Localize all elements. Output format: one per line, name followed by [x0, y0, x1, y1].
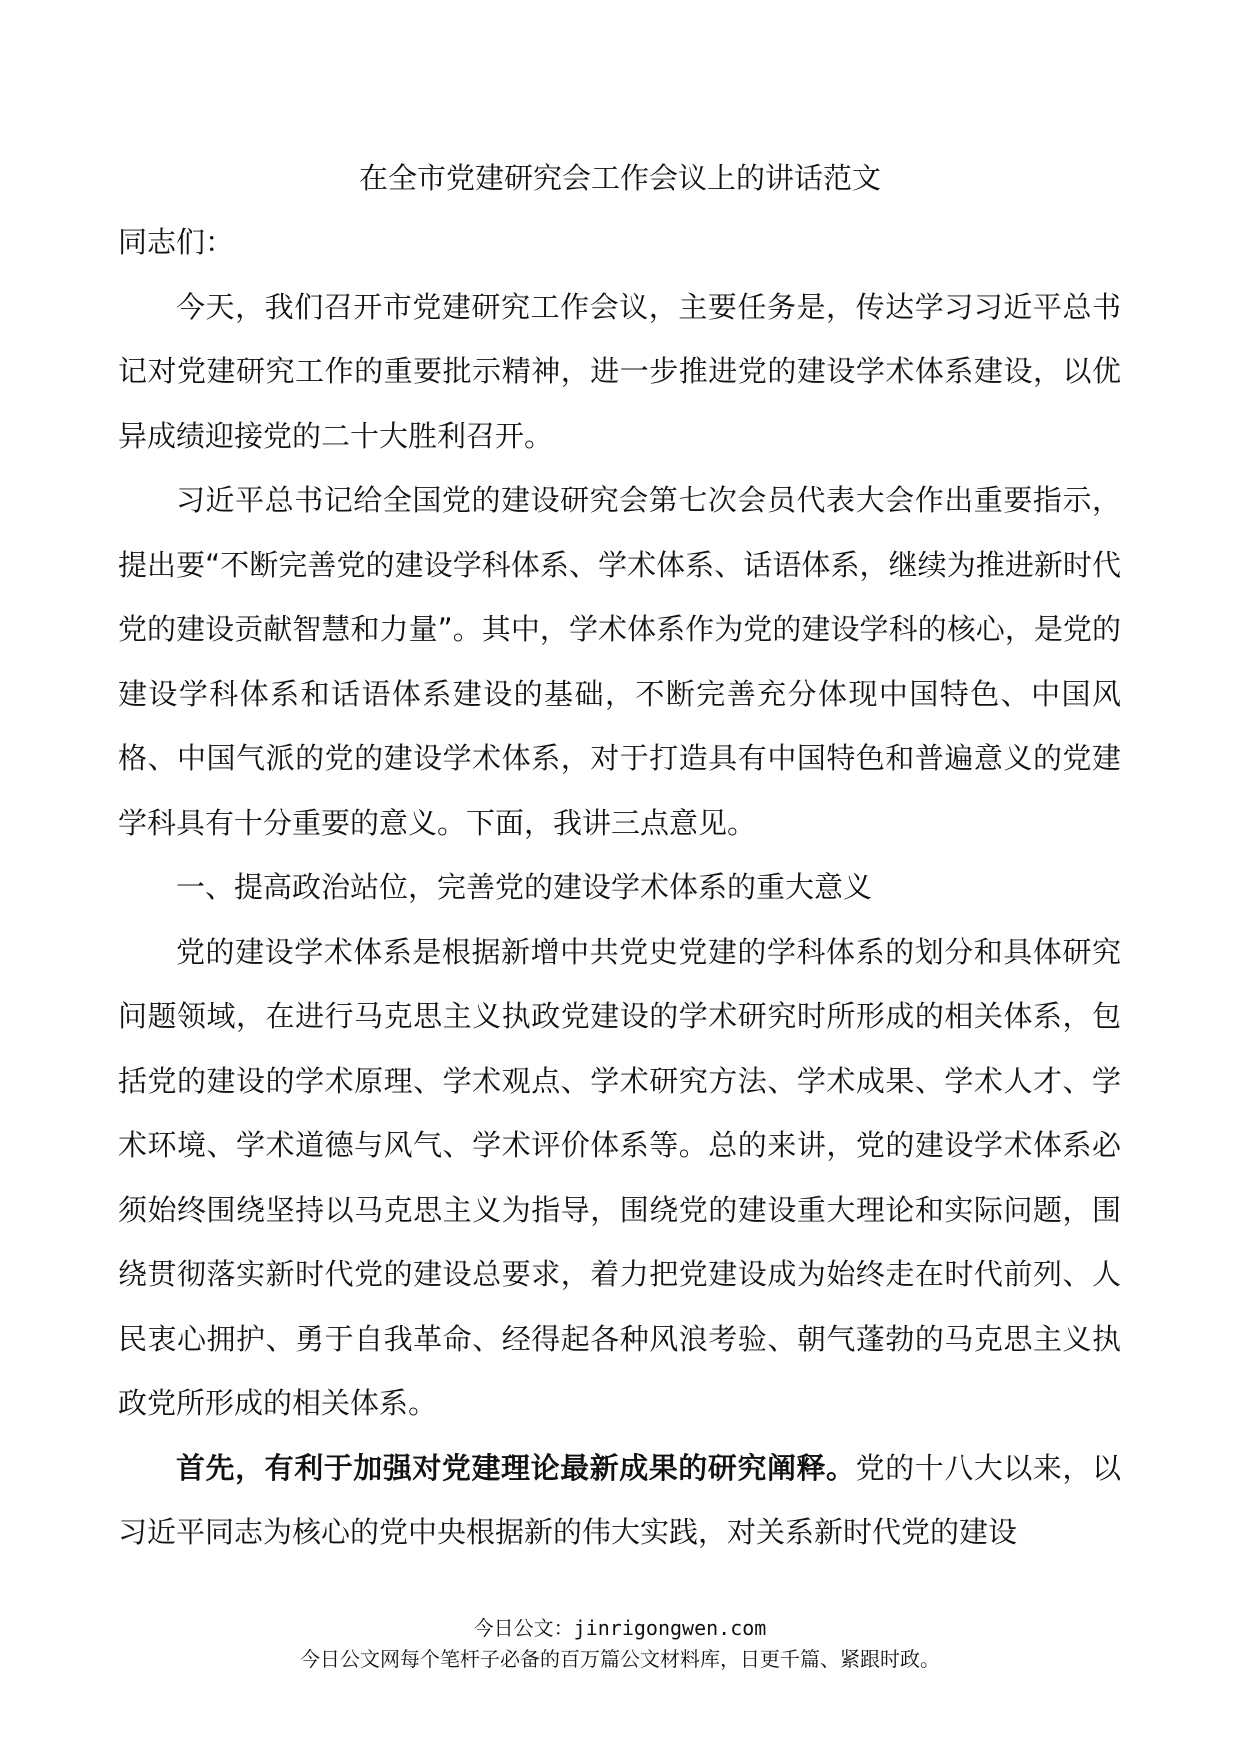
paragraph-instruction: 习近平总书记给全国党的建设研究会第七次会员代表大会作出重要指示，提出要“不断完善党的建设学科体系、学术体系、话语体系，继续为推进新时代党的建设贡献智慧和力量”。其中，学术体系作为党的建设学科的核心，是党的建设学科体系和话语体系建设的基础，不断完善充分体现中国特色、中国风格、中国气派的党的建设学术体系，对于打造具有中国特色和普遍意义的党建学科具有十分重要的意义。下面，我讲三点意见。: [118, 483, 1121, 840]
first-point-lead: 首先，有利于加强对党建理论最新成果的研究阐释。: [176, 1450, 856, 1485]
section-heading-one: 一、提高政治站位，完善党的建设学术体系的重大意义: [176, 870, 873, 904]
document-body: [118, 210, 1121, 1565]
footer-url-link[interactable]: jinrigongwen.com: [573, 1616, 767, 1640]
document-title: 在全市党建研究会工作会议上的讲话范文: [358, 161, 881, 195]
footer-site-line: [0, 1614, 1240, 1642]
footer-slogan: 今日公文网每个笔杆子必备的百万篇公文材料库，日更千篇、紧跟时政。: [300, 1647, 940, 1671]
paragraph-opening: 今天，我们召开市党建研究工作会议，主要任务是，传达学习习近平总书记对党建研究工作的重要批示精神，进一步推进党的建设学术体系建设，以优异成绩迎接党的二十大胜利召开。: [118, 289, 1121, 453]
paragraph-academic-system: 党的建设学术体系是根据新增中共党史党建的学科体系的划分和具体研究问题领域，在进行马克思主义执政党建设的学术研究时所形成的相关体系，包括党的建设的学术原理、学术观点、学术研究方法、学术成果、学术人才、学术环境、学术道德与风气、学术评价体系等。总的来讲，党的建设学术体系必须始终围绕坚持以马克思主义为指导，围绕党的建设重大理论和实际问题，围绕贯彻落实新时代党的建设总要求，着力把党建设成为始终走在时代前列、人民衷心拥护、勇于自我革命、经得起各种风浪考验、朝气蓬勃的马克思主义执政党所形成的相关体系。: [118, 934, 1121, 1420]
footer-label: 今日公文：: [473, 1616, 574, 1640]
paragraph-first-point: [118, 1436, 1121, 1565]
first-point-text: 党的十八大以来，以习近平同志为核心的党中央根据新的伟大实践，对关系新时代党的建设: [118, 1450, 1121, 1549]
salutation: 同志们：: [118, 225, 235, 259]
